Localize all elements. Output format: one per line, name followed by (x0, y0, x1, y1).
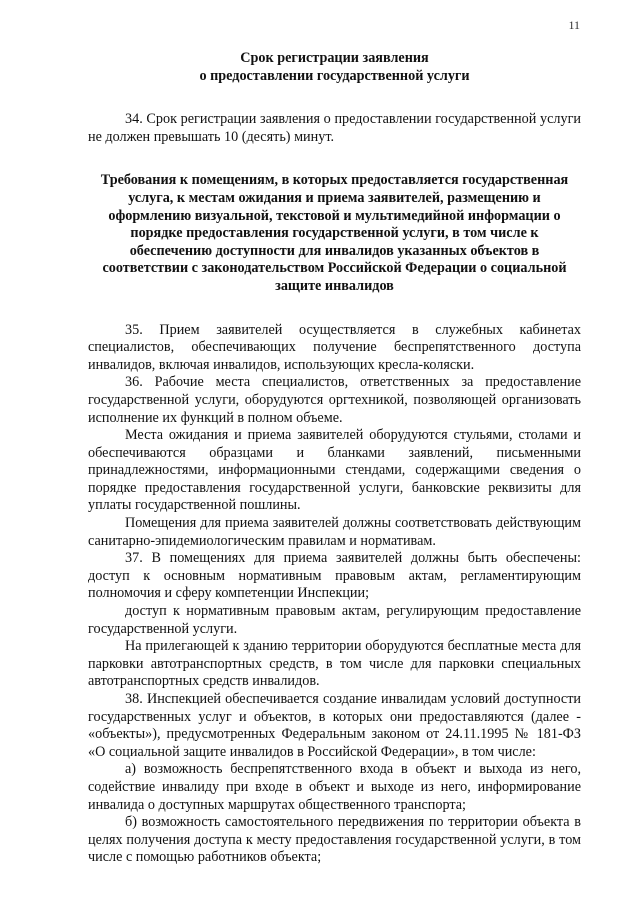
paragraph-item-a: а) возможность беспрепятственного входа в объект и выхода из него, содействие инвалиду при входе в объект и выходе из него, информирование инвалида о доступных маршрутах общественного транспорта; (88, 761, 581, 813)
paragraph-34: 34. Срок регистрации заявления о предоставлении государственной услуги не должен превышать 10 (десять) минут. (88, 111, 581, 145)
page-number: 11 (568, 18, 580, 32)
paragraph-item-b: б) возможность самостоятельного передвижения по территории объекта в целях получения доступа к месту предоставления государственной услуги, в том числе с помощью работников объекта; (88, 814, 581, 866)
paragraph-sanitary-rules: Помещения для приема заявителей должны соответствовать действующим санитарно-эпидемиологическим правилам и нормативам. (88, 515, 581, 549)
document-body (88, 50, 581, 867)
section-title-registration (88, 50, 581, 85)
paragraph-36: 36. Рабочие места специалистов, ответственных за предоставление государственной услуги, оборудуются оргтехникой, позволяющей организовать исполнение их функций в полном объеме. (88, 374, 581, 426)
section-title-line-2: о предоставлении государственной услуги (199, 67, 470, 84)
paragraph-37: 37. В помещениях для приема заявителей должны быть обеспечены: доступ к основным нормативным правовым актам, регламентирующим полномочия и сферу компетенции Инспекции; (88, 550, 581, 602)
paragraph-35: 35. Прием заявителей осуществляется в служебных кабинетах специалистов, обеспечивающих получение беспрепятственного доступа инвалидов, включая инвалидов, использующих кресла-коляски. (88, 321, 581, 373)
paragraph-waiting-areas: Места ожидания и приема заявителей оборудуются стульями, столами и обеспечиваются образцами и бланками заявлений, письменными принадлежностями, информационными стендами, содержащими сведения о порядке предоставления государственной услуги, банковские реквизиты для уплаты государственной пошлины. (88, 427, 581, 514)
paragraph-access-acts: доступ к нормативным правовым актам, регулирующим предоставление государственной услуги. (88, 603, 581, 637)
section-title-line-1: Срок регистрации заявления (240, 50, 429, 66)
section-title-premises-requirements: Требования к помещениям, в которых предоставляется государственная услуга, к местам ожидания и приема заявителей, размещению и оформлению визуальной, текстовой и мультимедийной информации о порядке предоставления государственной услуги, в том числе к обеспечению доступности для инвалидов указанных объектов в соответствии с законодательством Российской Федерации о социальной защите инвалидов (100, 172, 569, 294)
paragraph-parking: На прилегающей к зданию территории оборудуются бесплатные места для парковки автотранспортных средств, в том числе для парковки специальных автотранспортных средств инвалидов. (88, 638, 581, 690)
paragraph-38: 38. Инспекцией обеспечивается создание инвалидам условий доступности государственных услуг и объектов, в которых они предоставляются (далее - «объекты»), предусмотренных Федеральным законом от 24.11.1995 № 181-ФЗ «О социальной защите инвалидов в Российской Федерации», в том числе: (88, 691, 581, 760)
